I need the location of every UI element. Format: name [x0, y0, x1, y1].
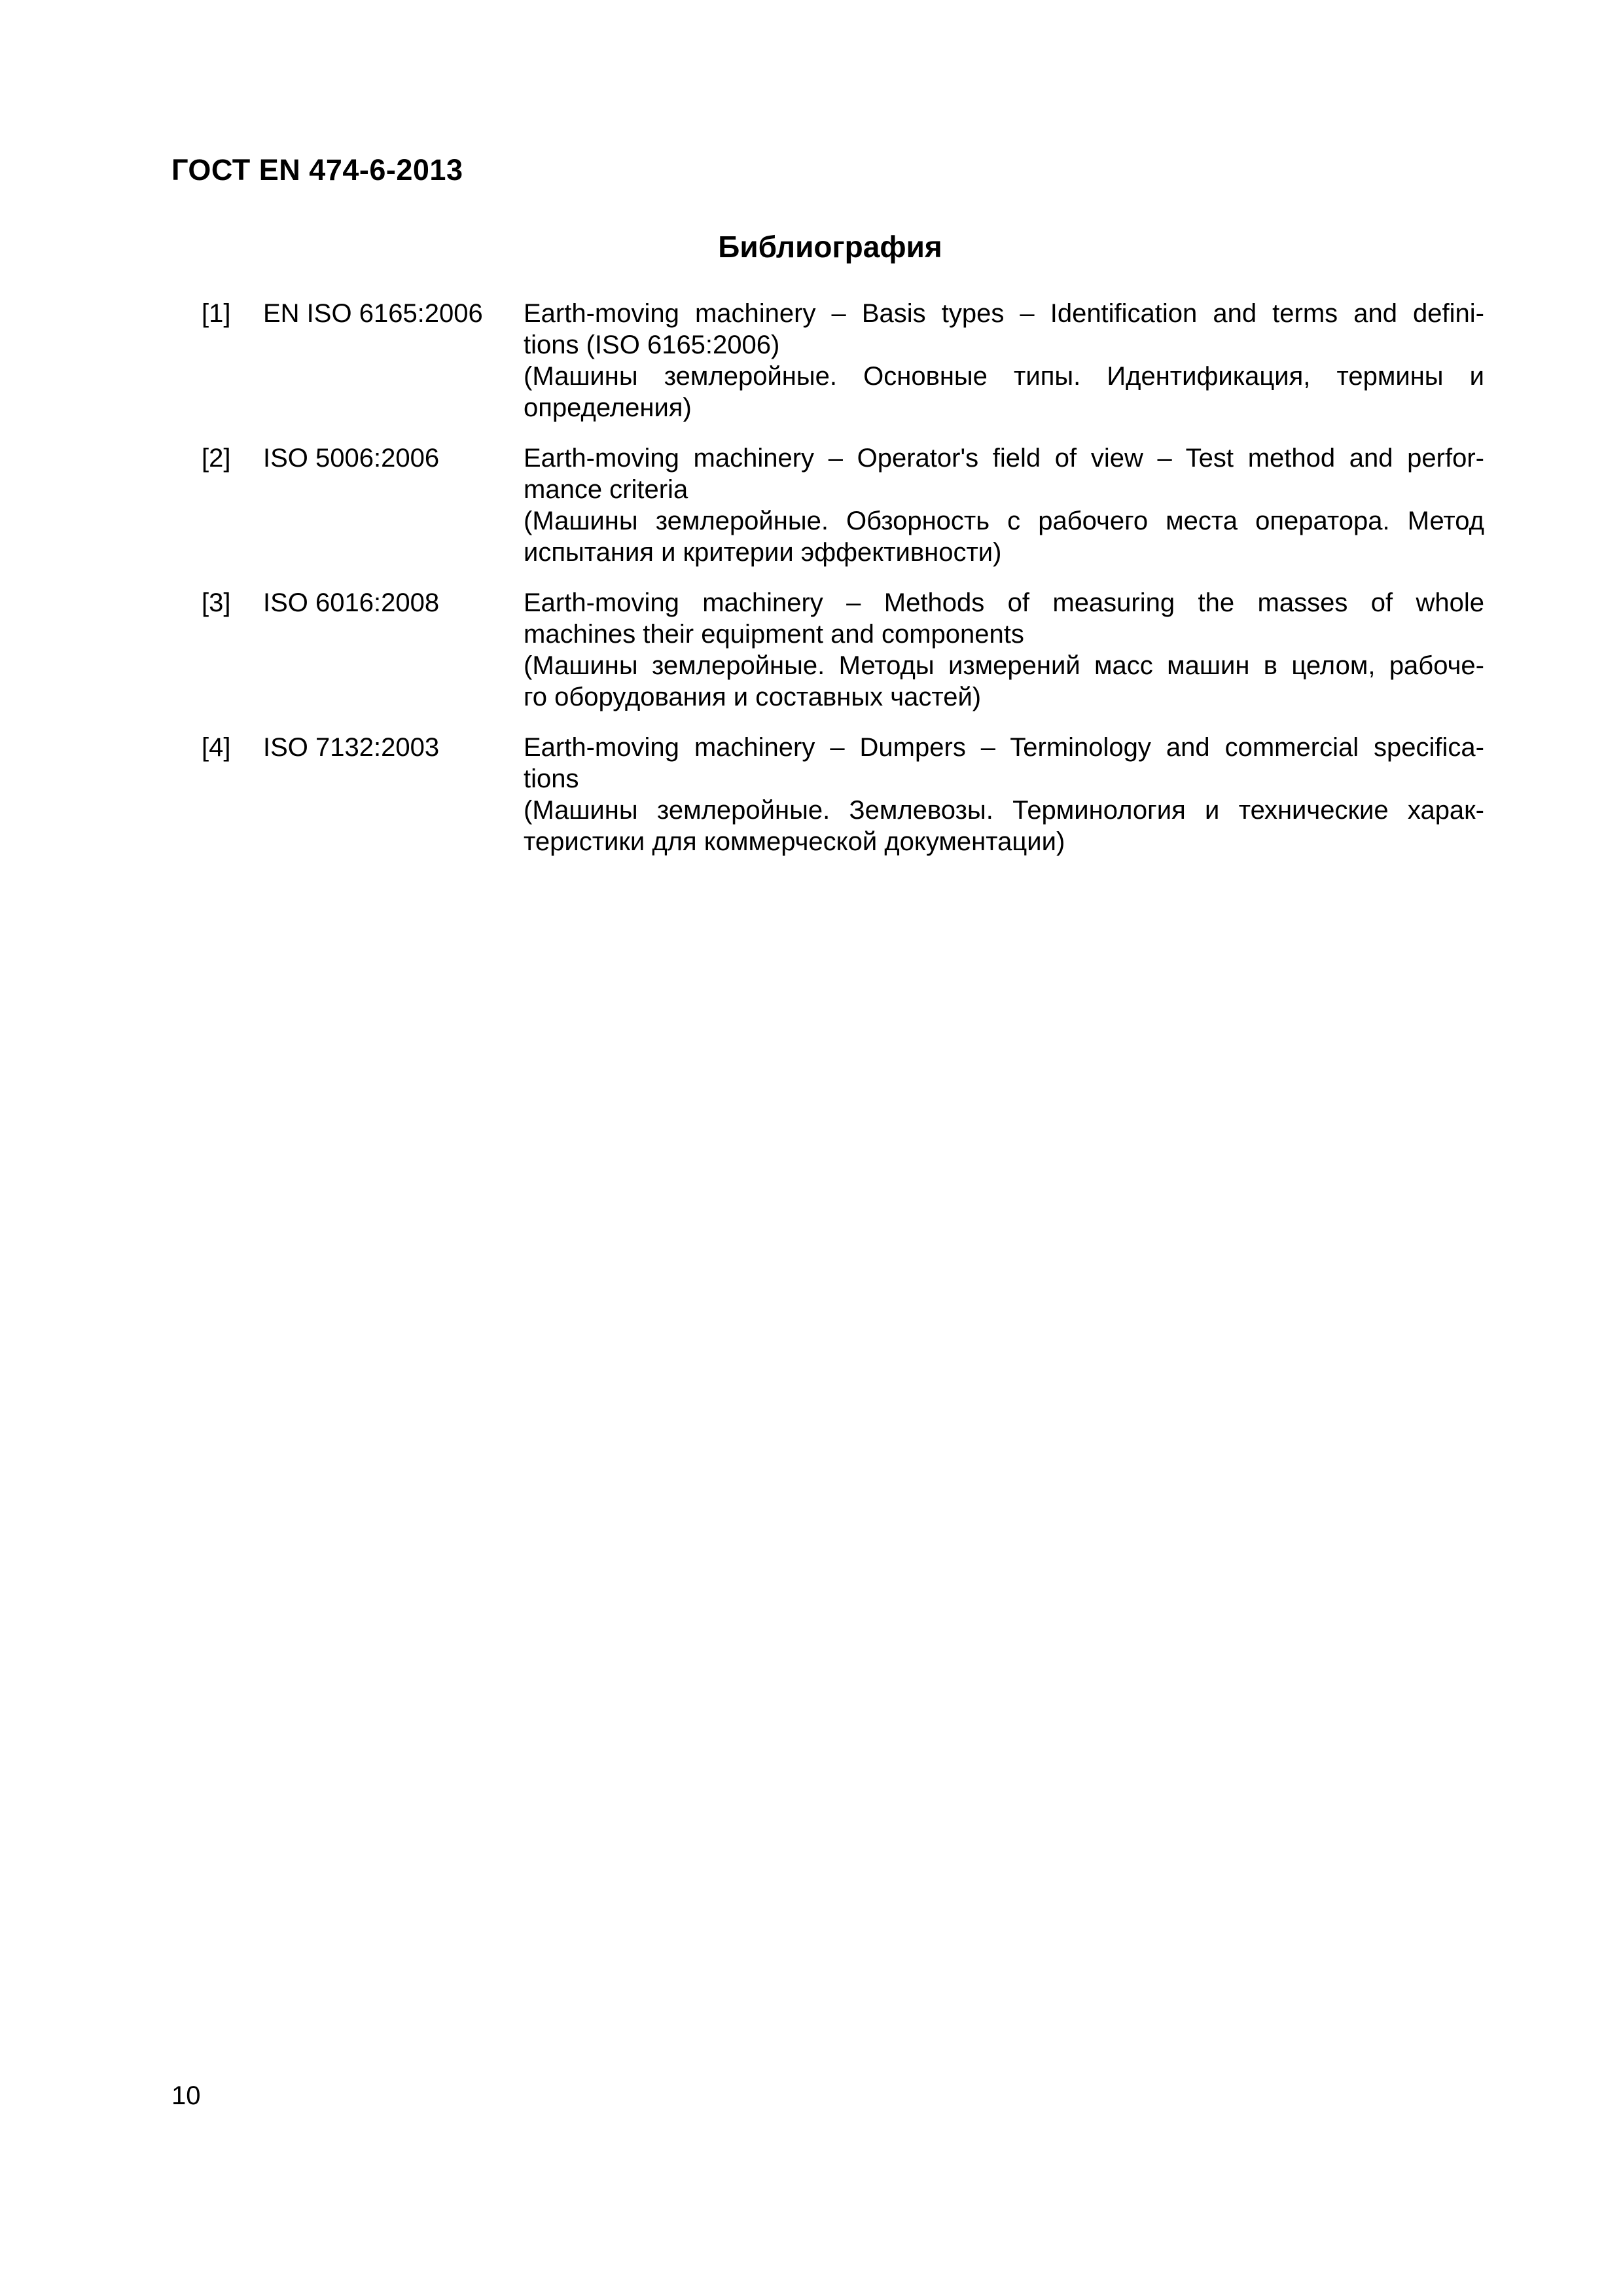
description-line: (Машины землеройные. Обзорность с рабочего места оператора. Метод: [524, 507, 1484, 535]
description-line: (Машины землеройные. Методы измерений масс машин в целом, рабоче-: [524, 651, 1484, 680]
bibliography-title: Библиография: [718, 230, 942, 264]
entry-number: [2]: [202, 444, 231, 473]
description-line: определения): [524, 393, 692, 422]
standard-code: EN ISO 6165:2006: [263, 299, 483, 328]
description-line: (Машины землеройные. Землевозы. Терминология и технические харак-: [524, 796, 1484, 825]
entry-number: [4]: [202, 733, 231, 762]
entry-description: [524, 298, 1484, 423]
page-number: 10: [171, 2081, 201, 2110]
entry-description: [524, 442, 1484, 568]
entry-number: [3]: [202, 588, 231, 617]
document-code-header: ГОСТ EN 474-6-2013: [171, 153, 463, 187]
description-line: machines their equipment and components: [524, 620, 1024, 649]
bibliography-entry: [202, 732, 1484, 857]
entry-description: [524, 587, 1484, 713]
bibliography-entry: [202, 587, 1484, 713]
description-line: tions: [524, 764, 579, 793]
description-line: Earth-moving machinery – Operator's field of view – Test method and perfor-: [524, 444, 1484, 473]
entry-number: [1]: [202, 299, 231, 328]
standard-code: ISO 5006:2006: [263, 444, 440, 473]
entry-description: [524, 732, 1484, 857]
description-line: mance criteria: [524, 475, 688, 504]
bibliography-list: [202, 298, 1484, 876]
description-line: го оборудования и составных частей): [524, 683, 982, 711]
standard-code: ISO 6016:2008: [263, 588, 440, 617]
bibliography-entry: [202, 442, 1484, 568]
bibliography-entry: [202, 298, 1484, 423]
description-line: испытания и критерии эффективности): [524, 538, 1002, 567]
description-line: tions (ISO 6165:2006): [524, 331, 780, 359]
description-line: Earth-moving machinery – Basis types – Identification and terms and defini-: [524, 299, 1484, 328]
description-line: теристики для коммерческой документации): [524, 827, 1065, 856]
description-line: (Машины землеройные. Основные типы. Идентификация, термины и: [524, 362, 1484, 391]
standard-code: ISO 7132:2003: [263, 733, 440, 762]
description-line: Earth-moving machinery – Methods of measuring the masses of whole: [524, 588, 1484, 617]
description-line: Earth-moving machinery – Dumpers – Terminology and commercial specifica-: [524, 733, 1484, 762]
